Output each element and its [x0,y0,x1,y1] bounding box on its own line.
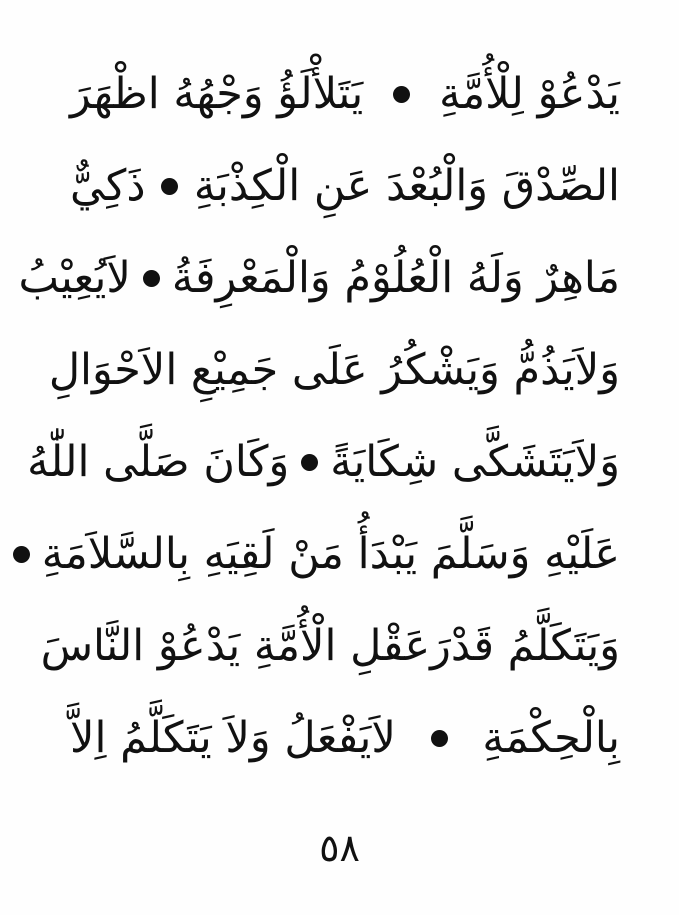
line-3-left-segment: لاَيُعِيْبُ [18,252,131,303]
line-4-text: وَلاَيَذُمُّ وَيَشْكُرُ عَلَى جَمِيْعِ الاَحْوَالِ [48,344,620,395]
page-number: ٥٨ [319,826,360,870]
line-1-right-segment: يَدْعُوْ لِلْأُمَّةِ [439,68,620,119]
text-line-8 [70,692,620,784]
line-3-right-segment: مَاهِرٌ وَلَهُ الْعُلُوْمُ وَالْمَعْرِفَةُ [171,252,620,303]
separator-dot [431,730,448,747]
line-8-left-segment: لاَيَفْعَلُ وَلاَ يَتَكَلَّمُ اِلاَّ [70,712,396,763]
separator-dot [301,454,318,471]
line-2-right-segment: الصِّدْقَ وَالْبُعْدَ عَنِ الْكِذْبَةِ [193,160,620,211]
text-line-4 [48,324,620,416]
separator-dot [13,546,30,563]
text-line-3 [18,232,620,324]
line-7-text: وَيَتَكَلَّمُ قَدْرَعَقْلِ الْأُمَّةِ يَدْعُوْ النَّاسَ [40,620,620,671]
line-2-left-segment: ذَكِيٌّ [70,160,146,211]
arabic-text-block [18,48,620,784]
line-5-left-segment: وَكَانَ صَلَّى اللّٰهُ [27,436,290,487]
text-line-2 [70,140,620,232]
text-line-1 [70,48,620,140]
separator-dot [143,270,160,287]
line-5-right-segment: وَلاَيَتَشَكَّى شِكَايَةً [330,436,620,487]
line-6-text: عَلَيْهِ وَسَلَّمَ يَبْدَأُ مَنْ لَقِيَهِ بِالسَّلاَمَةِ [41,528,620,579]
text-line-7 [40,600,620,692]
text-line-5 [27,416,620,508]
line-1-left-segment: يَتَلأْلَؤُ وَجْهُهُ اظْهَرَ [70,68,364,119]
text-line-6 [41,508,620,600]
separator-dot [161,178,178,195]
line-8-right-segment: بِالْحِكْمَةِ [482,712,620,763]
separator-dot [393,86,410,103]
